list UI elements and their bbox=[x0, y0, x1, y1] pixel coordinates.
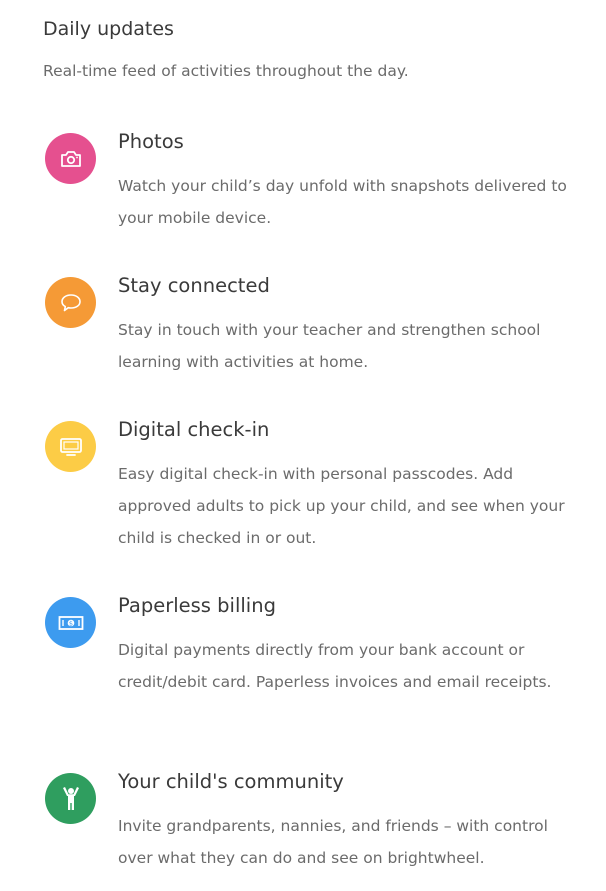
digital-check-in-icon-badge bbox=[45, 421, 96, 472]
feature-description: Invite grandparents, nannies, and friends – with control over what they can do and see on brightwheel. bbox=[118, 817, 548, 867]
photos-icon-badge bbox=[45, 133, 96, 184]
chat-bubble-icon bbox=[60, 293, 82, 313]
feature-description: Stay in touch with your teacher and strengthen school learning with activities at home. bbox=[118, 321, 541, 371]
community-icon-badge bbox=[45, 773, 96, 824]
svg-text:$: $ bbox=[68, 618, 73, 627]
paperless-billing-icon-badge bbox=[45, 597, 96, 648]
tablet-icon bbox=[59, 437, 83, 457]
feature-title: Photos bbox=[118, 130, 184, 153]
camera-icon bbox=[60, 150, 82, 168]
feature-title: Paperless billing bbox=[118, 594, 276, 617]
section-title: Daily updates bbox=[43, 18, 174, 40]
stay-connected-icon-badge bbox=[45, 277, 96, 328]
feature-title: Stay connected bbox=[118, 274, 270, 297]
feature-description: Digital payments directly from your bank account or credit/debit card. Paperless invoices and email receipts. bbox=[118, 641, 552, 691]
section-subtitle: Real-time feed of activities throughout the day. bbox=[43, 62, 409, 80]
feature-description: Watch your child’s day unfold with snapshots delivered to your mobile device. bbox=[118, 177, 567, 227]
feature-title: Digital check-in bbox=[118, 418, 270, 441]
feature-title: Your child's community bbox=[118, 770, 344, 793]
feature-description: Easy digital check-in with personal passcodes. Add approved adults to pick up your child, and see when your child is checked in or out. bbox=[118, 465, 565, 547]
money-bill-icon bbox=[58, 615, 84, 631]
person-cheering-icon bbox=[60, 786, 82, 812]
